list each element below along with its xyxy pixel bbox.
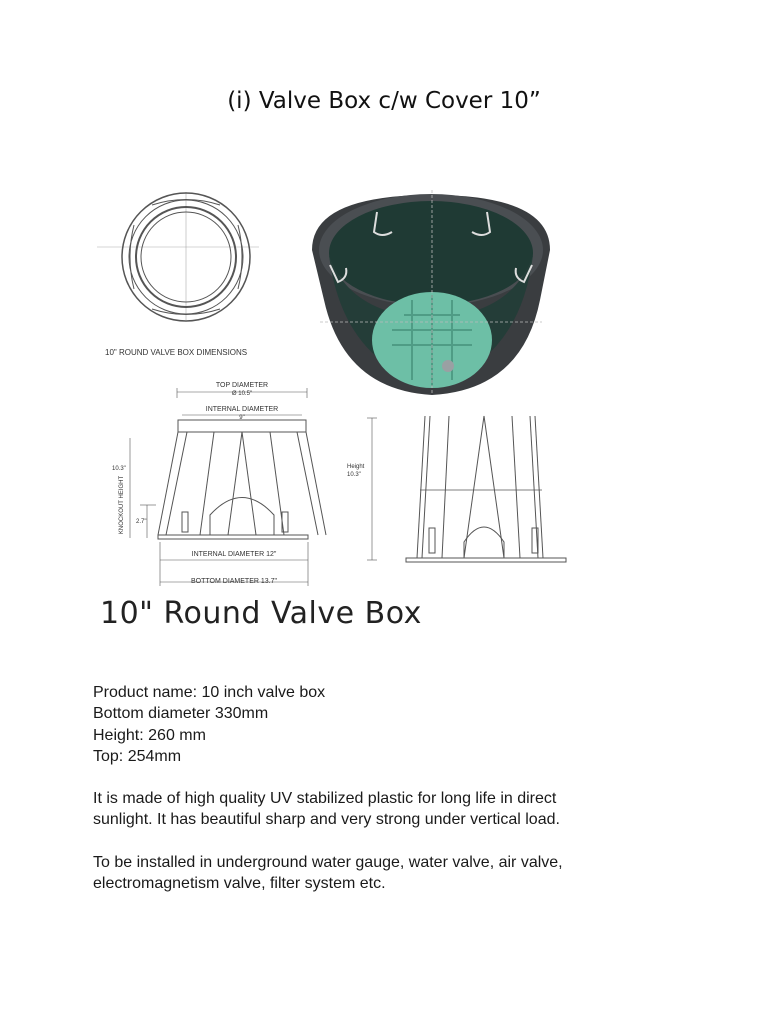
knockout-value: 2.7": [136, 519, 147, 525]
spec-top: Top: 254mm: [93, 747, 182, 765]
top-diameter-label: TOP DIAMETER: [215, 382, 269, 389]
paragraph-line: electromagnetism valve, filter system etc.: [93, 875, 386, 893]
height-value: 10.3": [347, 472, 361, 478]
product-specs: [93, 682, 325, 767]
left-height-value: 10.3": [112, 466, 126, 472]
top-view-drawing: [97, 192, 259, 321]
page-title: (i) Valve Box c/w Cover 10”: [227, 88, 541, 114]
valve-box-3d-render: [312, 190, 550, 395]
paragraph-line: To be installed in underground water gauge, water valve, air valve,: [93, 854, 563, 871]
bottom-diameter-label: BOTTOM DIAMETER 13.7": [191, 578, 277, 585]
spec-height: Height: 260 mm: [93, 726, 206, 744]
top-diameter-value: Ø 10.5": [231, 391, 253, 397]
internal-diameter-top-value: 9": [239, 415, 245, 421]
installation-description: [93, 852, 693, 895]
material-description: [93, 788, 693, 831]
knockout-height-label: KNOCKOUT HEIGHT: [119, 475, 125, 535]
paragraph-line: It is made of high quality UV stabilized plastic for long life in direct: [93, 790, 557, 807]
valve-box-drawing: [92, 150, 592, 650]
spec-product-name: Product name: 10 inch valve box: [93, 684, 326, 701]
side-elevation-drawing: [367, 416, 566, 562]
figure-caption: 10" Round Valve Box: [100, 596, 422, 631]
internal-diameter-bottom-label: INTERNAL DIAMETER 12": [191, 551, 277, 558]
paragraph-line: sunlight. It has beautiful sharp and very strong under vertical load.: [93, 811, 560, 829]
internal-diameter-top-label: INTERNAL DIAMETER: [205, 406, 279, 413]
spec-bottom-diameter: Bottom diameter 330mm: [93, 705, 269, 723]
dimensions-label: 10" ROUND VALVE BOX DIMENSIONS: [105, 348, 248, 357]
valve-box-figure: [92, 150, 592, 650]
height-label: Height: [347, 464, 365, 470]
